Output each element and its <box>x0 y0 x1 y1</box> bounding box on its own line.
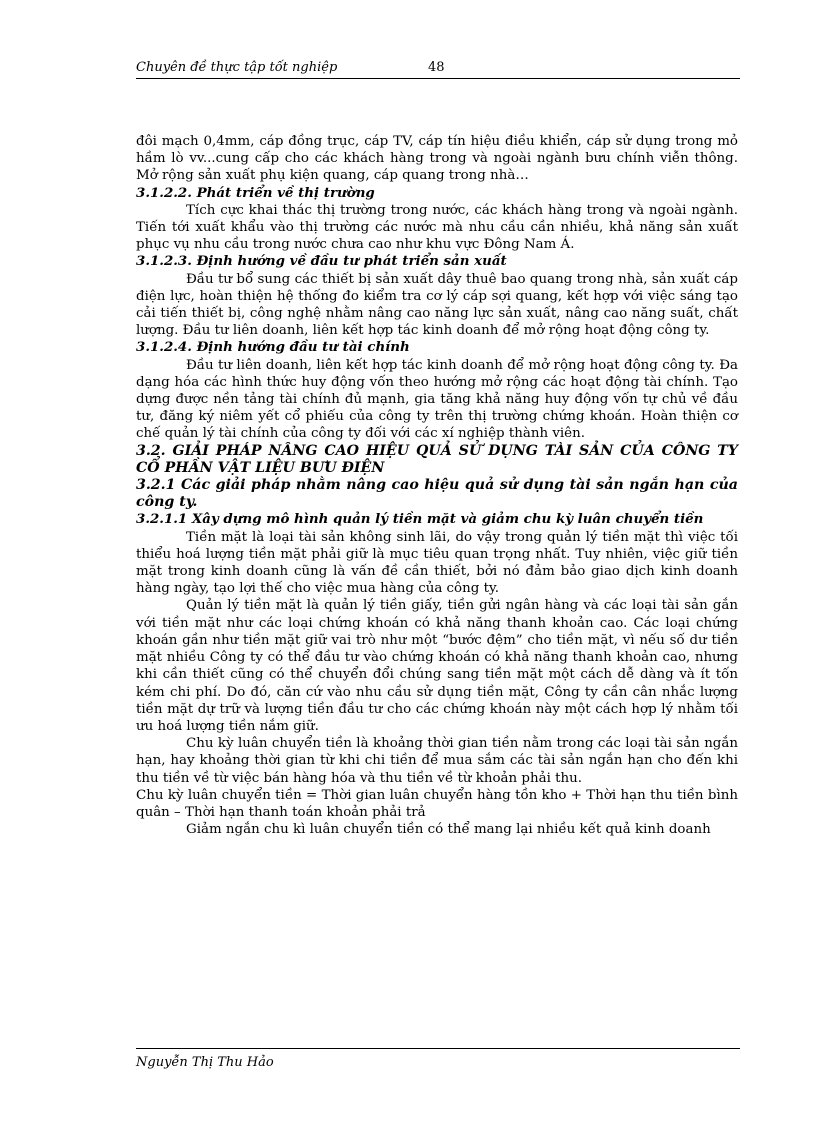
subsection-heading: 3.2.1 Các giải pháp nhằm nâng cao hiệu quả sử dụng tài sản ngắn hạn của công ty. <box>136 477 738 511</box>
document-body <box>136 133 738 838</box>
header-title: Chuyên đề thực tập tốt nghiệp <box>136 60 338 75</box>
paragraph: Tích cực khai thác thị trường trong nước, các khách hàng trong và ngoài ngành. Tiến tới xuất khẩu vào thị trường các nước mà nhu cầu cần nhiều, khả năng sản xuất phục vụ nhu cầu trong nước chưa cao như khu vực Đông Nam Á. <box>136 202 738 253</box>
formula-paragraph: Chu kỳ luân chuyển tiền = Thời gian luân chuyển hàng tồn kho + Thời hạn thu tiền bình quân – Thời hạn thanh toán khoản phải trả <box>136 787 738 820</box>
page-footer <box>136 1048 740 1070</box>
paragraph: Tiền mặt là loại tài sản không sinh lãi, do vậy trong quản lý tiền mặt thì việc tối thiểu hoá lượng tiền mặt phải giữ là mục tiêu quan trọng nhất. Tuy nhiên, việc giữ tiền mặt trong kinh doanh cũng là vấn đề cần thiết, bởi nó đảm bảo giao dịch kinh doanh hàng ngày, tạo lợi thế cho việc mua hàng của công ty. <box>136 529 738 597</box>
page-header <box>136 58 740 79</box>
paragraph: Đầu tư liên doanh, liên kết hợp tác kinh doanh để mở rộng hoạt động công ty. Đa dạng hóa các hình thức huy động vốn theo hướng mở rộng các hoạt động tài chính. Tạo dựng được nền tảng tài chính đủ mạnh, gia tăng khả năng huy động vốn tự chủ về đầu tư, đăng ký niêm yết cổ phiếu của công ty trên thị trường chứng khoán. Hoàn thiện cơ chế quản lý tài chính của công ty đối với các xí nghiệp thành viên. <box>136 357 738 442</box>
paragraph: Chu kỳ luân chuyển tiền là khoảng thời gian tiền nằm trong các loại tài sản ngắn hạn, hay khoảng thời gian từ khi chi tiền để mua sắm các tài sản ngắn hạn cho đến khi thu tiền về từ việc bán hàng hóa và thu tiền về từ khoản phải thu. <box>136 736 738 786</box>
paragraph: Đầu tư bổ sung các thiết bị sản xuất dây thuê bao quang trong nhà, sản xuất cáp điện lực, hoàn thiện hệ thống đo kiểm tra cơ lý cáp sợi quang, kết hợp với việc sáng tạo cải tiến thiết bị, công nghệ nhằm nâng cao năng lực sản xuất, nâng cao năng suất, chất lượng. Đầu tư liên doanh, liên kết hợp tác kinh doanh để mở rộng hoạt động công ty. <box>136 271 738 339</box>
paragraph: đôi mạch 0,4mm, cáp đồng trục, cáp TV, cáp tín hiệu điều khiển, cáp sử dụng trong mỏ hầm lò vv...cung cấp cho các khách hàng trong và ngoài ngành bưu chính viễn thông. Mở rộng sản xuất phụ kiện quang, cáp quang trong nhà… <box>136 134 738 184</box>
footer-author: Nguyễn Thị Thu Hảo <box>136 1055 274 1070</box>
section-heading: 3.2.1.1 Xây dựng mô hình quản lý tiền mặt và giảm chu kỳ luân chuyển tiền <box>136 511 704 528</box>
section-heading: 3.1.2.2. Phát triển về thị trường <box>136 184 375 201</box>
chapter-heading: 3.2. GIẢI PHÁP NÂNG CAO HIỆU QUẢ SỬ DỤNG TÀI SẢN CỦA CÔNG TY CỔ PHẦN VẬT LIỆU BƯU ĐIỆN <box>136 442 738 476</box>
paragraph: Quản lý tiền mặt là quản lý tiền giấy, tiền gửi ngân hàng và các loại tài sản gắn với tiền mặt như các loại chứng khoán có khả năng thanh khoản cao. Các loại chứng khoán gần như tiền mặt giữ vai trò như một “bước đệm” cho tiền mặt, vì nếu số dư tiền mặt nhiều Công ty có thể đầu tư vào chứng khoán có khả năng thanh khoản cao, nhưng khi cần thiết cũng có thể chuyển đổi chúng sang tiền mặt một cách dễ dàng và ít tốn kém chi phí. Do đó, căn cứ vào nhu cầu sử dụng tiền mặt, Công ty cần cân nhắc lượng tiền mặt dự trữ và lượng tiền đầu tư cho các chứng khoán này một cách hợp lý nhằm tối ưu hoá lượng tiền nắm giữ. <box>136 598 738 734</box>
section-heading: 3.1.2.4. Định hướng đầu tư tài chính <box>136 339 410 356</box>
paragraph: Giảm ngắn chu kì luân chuyển tiền có thể mang lại nhiều kết quả kinh doanh <box>186 822 711 838</box>
section-heading: 3.1.2.3. Định hướng về đầu tư phát triển sản xuất <box>136 253 507 270</box>
page-number: 48 <box>428 60 445 75</box>
